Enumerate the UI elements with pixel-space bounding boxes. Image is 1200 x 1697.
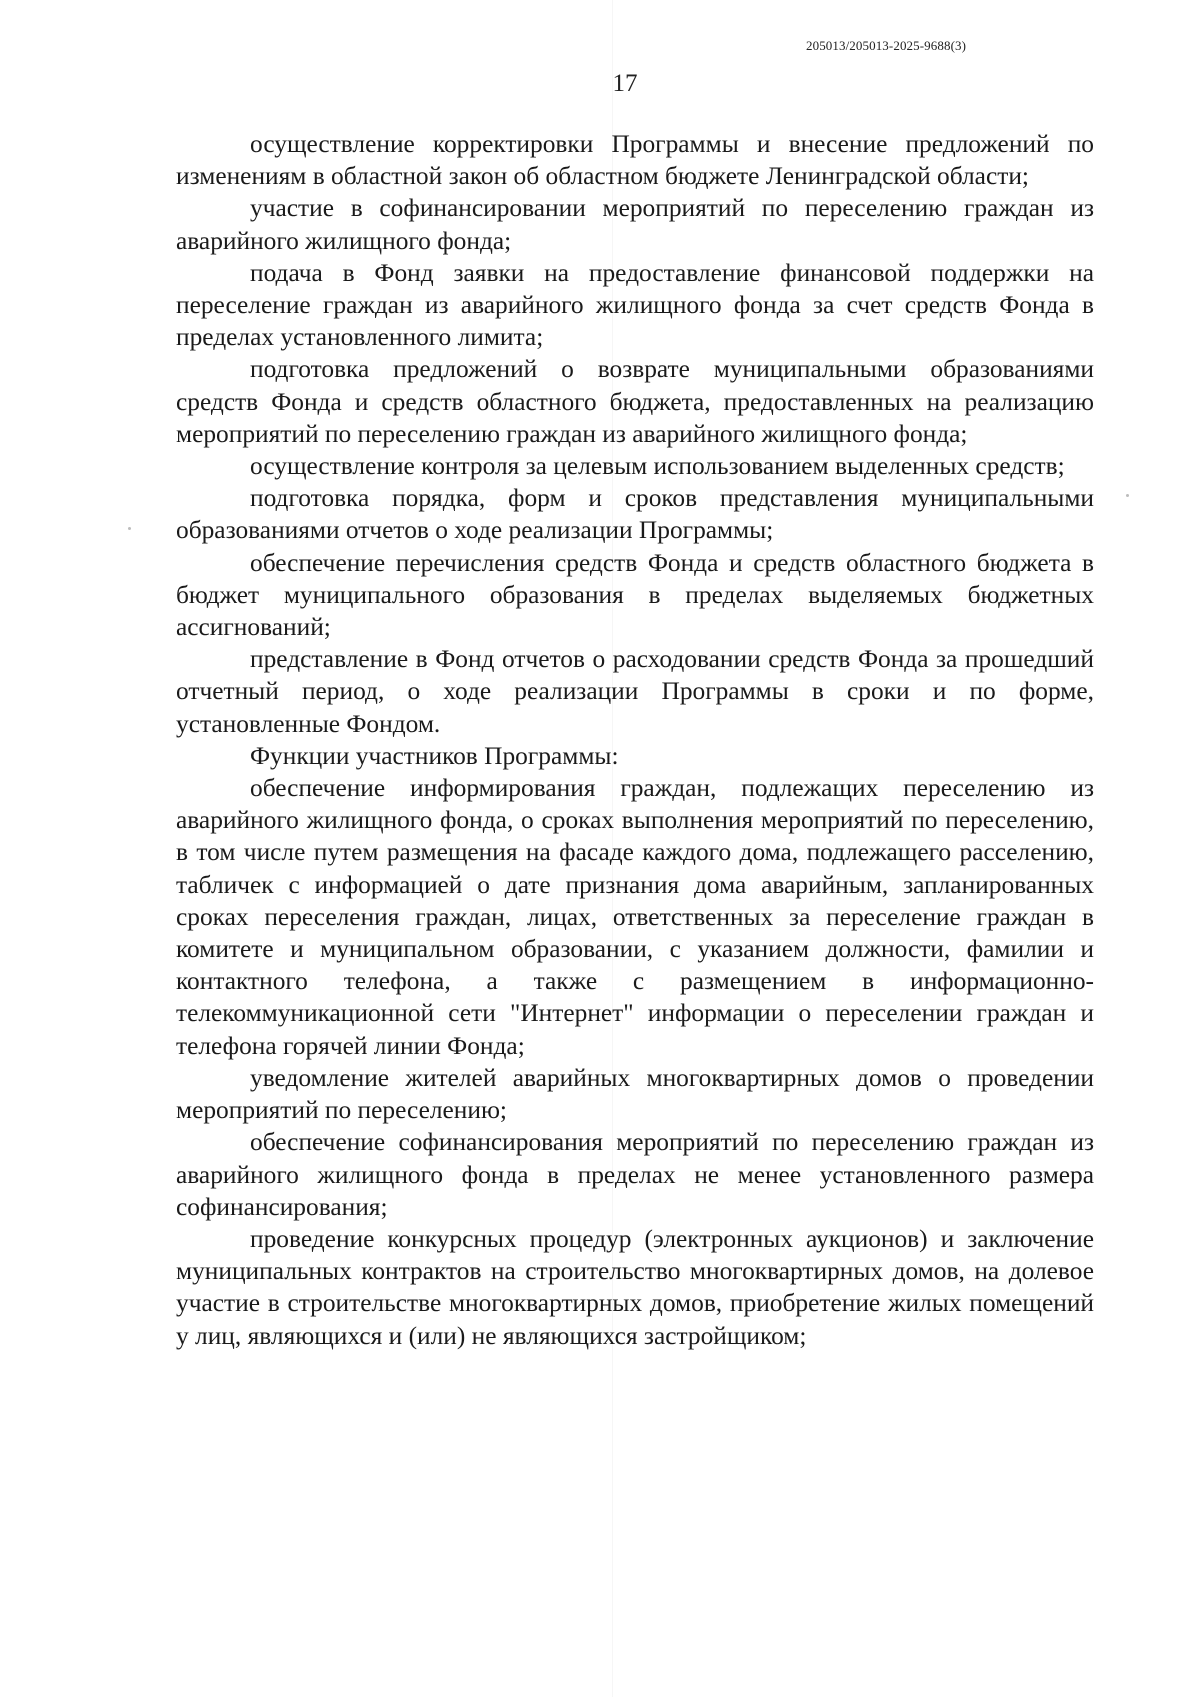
page-number: 17 [612, 70, 638, 97]
paragraph: осуществление корректировки Программы и внесение предложений по изменениям в областной закон об областном бюджете Ленинградской области; [176, 130, 1094, 191]
paragraph: обеспечение софинансирования мероприятий по переселению граждан из аварийного жилищного фонда в пределах не менее установленного размера софинансирования; [176, 1128, 1094, 1221]
paragraph: уведомление жителей аварийных многоквартирных домов о проведении мероприятий по переселению; [176, 1063, 1094, 1125]
paragraph: осуществление контроля за целевым использованием выделенных средств; [250, 452, 1065, 481]
paragraph: представление в Фонд отчетов о расходовании средств Фонда за прошедший отчетный период, о ходе реализации Программы в сроки и по форме, установленные Фондом. [176, 645, 1094, 738]
paragraph: обеспечение информирования граждан, подлежащих переселению из аварийного жилищного фонда, о сроках выполнения мероприятий по переселению, в том числе путем размещения на фасаде каждого дома, подлежащего расселению, табличек с информацией о дате признания дома аварийным, запланированных сроках переселения граждан, лицах, ответственных за переселение граждан в комитете и муниципальном образовании, с указанием должности, фамилии и контактного телефона, а также с размещением в информационно-телекоммуникационной сети "Интернет" информации о переселении граждан и телефона горячей линии Фонда; [176, 774, 1094, 1060]
paragraph: участие в софинансировании мероприятий по переселению граждан из аварийного жилищного фонда; [176, 194, 1094, 255]
paragraph: проведение конкурсных процедур (электронных аукционов) и заключение муниципальных контрактов на строительство многоквартирных домов, на долевое участие в строительстве многоквартирных домов, приобретение жилых помещений у лиц, являющихся и (или) не являющихся застройщиком; [176, 1224, 1094, 1350]
document-registration-number: 205013/205013-2025-9688(3) [806, 38, 967, 53]
paragraph: обеспечение перечисления средств Фонда и средств областного бюджета в бюджет муниципального образования в пределах выделяемых бюджетных ассигнований; [176, 548, 1094, 642]
document-body [176, 128, 1094, 1352]
paragraph: подготовка порядка, форм и сроков представления муниципальными образованиями отчетов о ходе реализации Программы; [176, 484, 1094, 545]
section-heading-paragraph: Функции участников Программы: [250, 741, 619, 770]
paragraph: подготовка предложений о возврате муниципальными образованиями средств Фонда и средств областного бюджета, предоставленных на реализацию мероприятий по переселению граждан из аварийного жилищного фонда; [176, 355, 1094, 448]
scan-dust-mark [128, 527, 131, 530]
scan-dust-mark [1126, 494, 1129, 497]
paragraph: подача в Фонд заявки на предоставление финансовой поддержки на переселение граждан из аварийного жилищного фонда за счет средств Фонда в пределах установленного лимита; [176, 258, 1094, 352]
